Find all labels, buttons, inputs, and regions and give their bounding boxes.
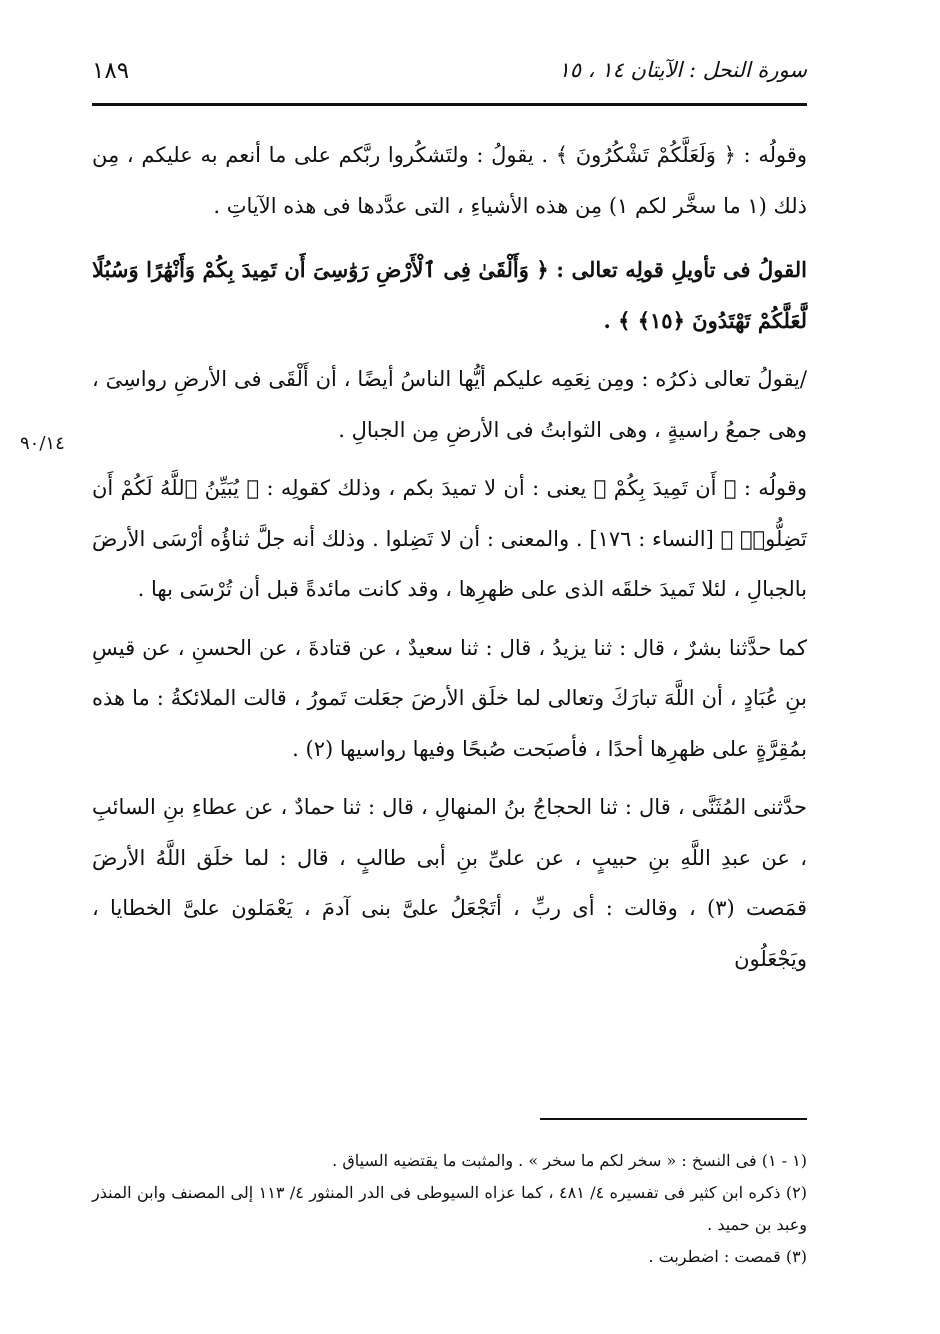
paragraph: حدَّثنى المُثَنَّى ، قال : ثنا الحجاجُ بنُ المنهالِ ، قال : ثنا حمادٌ ، عن عطاءِ بنِ السائبِ ، عن عبدِ اللَّهِ بنِ حبيبٍ ، عن علىِّ بنِ أبى طالبٍ ، قال : لما خلَق اللَّهُ الأرضَ قمَصت (٣) ، وقالت : أى ربِّ ، أتَجْعَلُ علىَّ بنى آدمَ ، يَعْمَلون علىَّ الخطايا ، ويَجْعَلُون [92, 795, 807, 971]
footnote: (٣) قمصت : اضطربت . [648, 1247, 807, 1266]
main-text [92, 130, 807, 992]
paragraph: كما حدَّثنا بشرٌ ، قال : ثنا يزيدُ ، قال : ثنا سعيدٌ ، عن قتادةَ ، عن الحسنِ ، عن قيسِ بنِ عُبَادٍ ، أن اللَّهَ تبارَكَ وتعالى لما خلَق الأرضَ جعَلت تَمورُ ، قالت الملائكةُ : ما هذه بمُقِرَّةٍ على ظهرِها أحدًا ، فأصبَحت صُبحًا وفيها رواسيها (٢) . [92, 635, 807, 761]
footnote-rule [540, 1118, 807, 1120]
paragraph: وقولُه : ﴿ أَن تَمِيدَ بِكُمْ ﴾ يعنى : أن لا تميدَ بكم ، وذلك كقولِه : ﴿ يُبَيِّنُ ٱللَّهُ لَكُمْ أَن تَضِلُّوا۟ ﴾ [النساء : ١٧٦] . والمعنى : أن لا تَضِلوا . وذلك أنه جلَّ ثناؤُه أرْسَى الأرضَ بالجبالِ ، لئلا تَميدَ خلقَه الذى على ظهرِها ، وقد كانت مائدةً قبل أن تُرْسَى بها . [92, 476, 808, 601]
paragraph: وقولُه : ﴿ وَلَعَلَّكُمْ تَشْكُرُونَ ﴾ . يقولُ : ولتَشكُروا ربَّكم على ما أنعم به عليكم ، مِن ذلك (١ ما سخَّر لكم ١) مِن هذه الأشياءِ ، التى عدَّدها فى هذه الآياتِ . [92, 143, 807, 218]
footnote: (١ - ١) فى النسخ : « سخر لكم ما سخر » . والمثبت ما يقتضيه السياق . [332, 1151, 807, 1170]
paragraph: /يقولُ تعالى ذكرُه : ومِن نِعَمِه عليكم أيُّها الناسُ أيضًا ، أن أَلْقَى فى الأرضِ رواسِىَ ، وهى جمعُ راسيةٍ ، وهى الثوابتُ فى الأرضِ مِن الجبالِ . [92, 367, 807, 442]
header-rule [92, 103, 807, 106]
running-title: سورة النحل : الآيتان ١٤ ، ١٥ [558, 58, 807, 82]
footnote: (٢) ذكره ابن كثير فى تفسيره ٤/ ٤٨١ ، كما عزاه السيوطى فى الدر المنثور ٤/ ١١٣ إلى المصنف وابن المنذر وعبد بن حميد . [92, 1183, 807, 1234]
page-header [92, 48, 807, 94]
page-number: ١٨٩ [92, 58, 130, 84]
margin-reference: ٩٠/١٤ [20, 433, 65, 454]
footnotes [92, 1145, 807, 1273]
section-heading: القولُ فى تأويلِ قولِه تعالى : ﴿ وَأَلْقَىٰ فِى ٱلْأَرْضِ رَوَٰسِىَ أَن تَمِيدَ بِكُمْ وَأَنْهَٰرًا وَسُبُلًا لَّعَلَّكُمْ تَهْتَدُونَ ﴿١٥﴾ ﴾ . [92, 257, 807, 333]
